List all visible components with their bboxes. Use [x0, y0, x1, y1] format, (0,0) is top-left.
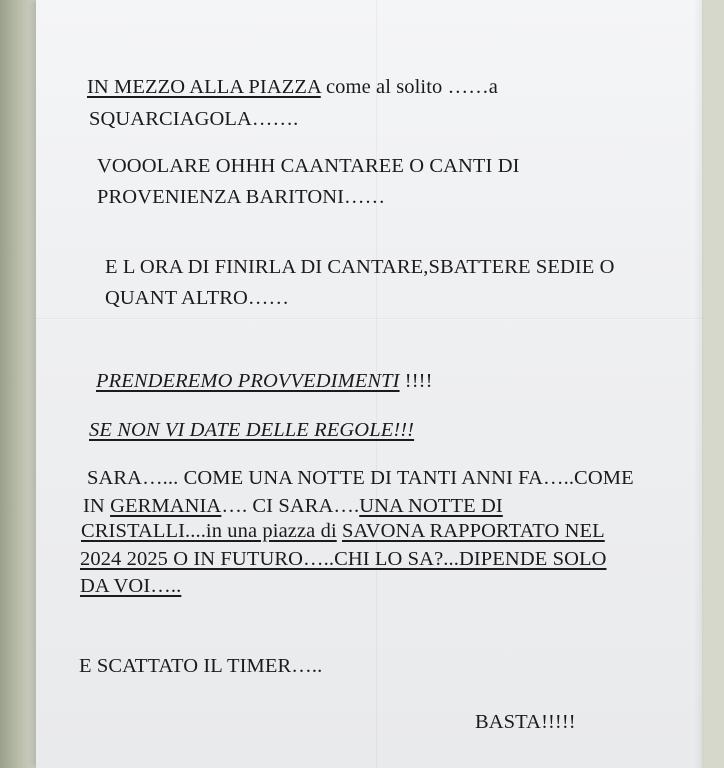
underlined-phrase: UNA NOTTE DI: [359, 495, 503, 517]
letter-line: [81, 520, 605, 543]
underlined-phrase: 2024 2025 O IN FUTURO…..CHI LO SA?...DIPENDE SOLO: [80, 548, 607, 570]
letter-line: [87, 76, 498, 99]
underlined-phrase: IN MEZZO ALLA PIAZZA: [87, 76, 321, 98]
underlined-phrase: DA VOI…..: [80, 575, 182, 597]
letter-line: [96, 370, 433, 393]
letter-line: E SCATTATO IL TIMER…..: [79, 655, 323, 677]
letter-line: [89, 419, 414, 442]
squarciagola-text: SQUARCIAGOLA…….: [89, 108, 299, 130]
letter-line: [80, 575, 181, 598]
letter-line: E L ORA DI FINIRLA DI CANTARE,SBATTERE SEDIE O: [105, 256, 615, 278]
letter-line: [89, 108, 298, 131]
line-text: come al solito ……a: [320, 76, 499, 98]
underlined-phrase: CRISTALLI....in una piazza di: [81, 520, 337, 542]
closing-line: BASTA!!!!!: [475, 711, 576, 733]
line-text: IN: [83, 495, 111, 517]
letter-line: SARA…... COME UNA NOTTE DI TANTI ANNI FA…..COME: [87, 467, 634, 489]
underlined-phrase: GERMANIA: [110, 495, 222, 517]
underlined-phrase: SE NON VI DATE DELLE REGOLE!!!: [89, 419, 415, 441]
letter-line: QUANT ALTRO……: [105, 287, 290, 309]
letter-line: VOOOLARE OHHH CAANTAREE O CANTI DI: [97, 155, 520, 177]
paper-edge-shadow: [694, 0, 702, 768]
underlined-phrase: PRENDEREMO PROVVEDIMENTI: [96, 370, 400, 392]
paper-fold-horizontal: [36, 318, 702, 320]
exclamation-text: !!!!: [399, 370, 433, 392]
line-text: …. CI SARA….: [221, 495, 360, 517]
letter-line: [80, 548, 607, 571]
underlined-phrase: SAVONA RAPPORTATO NEL: [341, 520, 605, 542]
letter-line: PROVENIENZA BARITONI……: [97, 186, 386, 208]
letter-line: [83, 495, 503, 518]
